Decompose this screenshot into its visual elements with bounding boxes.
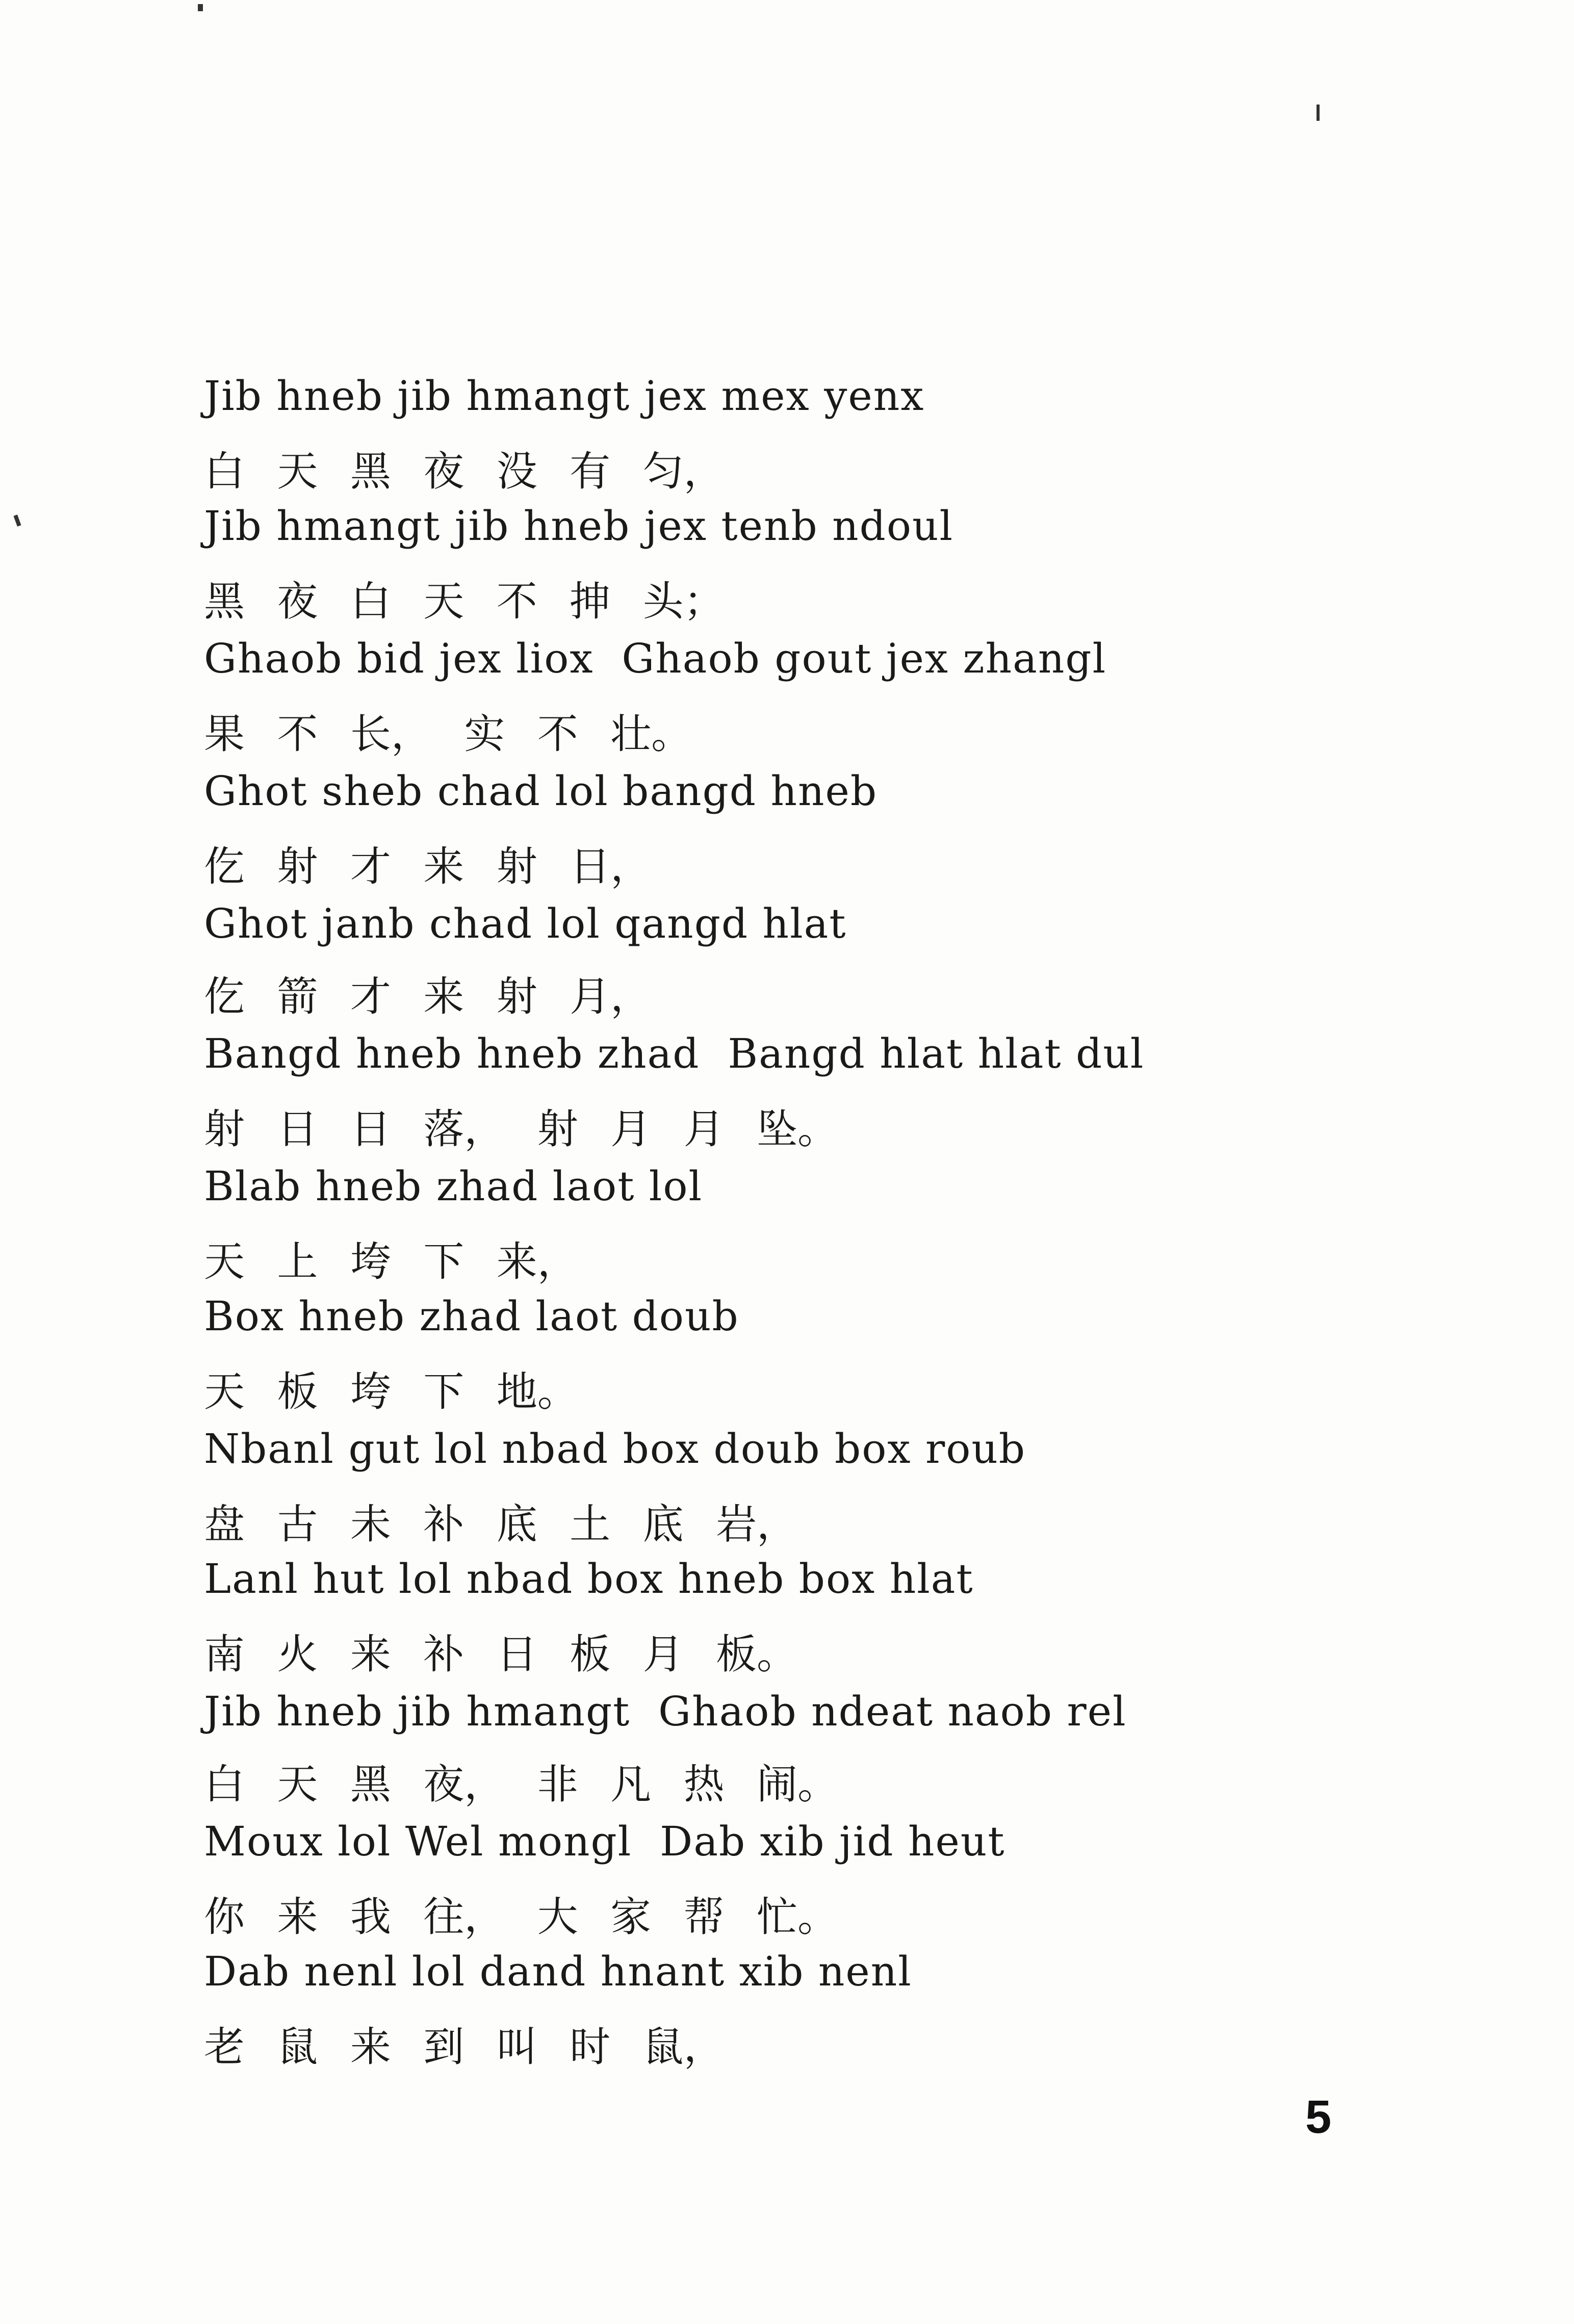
- verse-5-romanized: Ghot janb chad lol qangd hlat: [204, 900, 847, 947]
- verse-4-chinese: 仡 射 才 来 射 日，: [204, 843, 652, 890]
- verse-13-chinese: 老 鼠 来 到 叫 时 鼠，: [204, 2023, 725, 2071]
- verse-7-chinese: 天 上 垮 下 来，: [204, 1238, 578, 1285]
- verse-6-chinese: 射 日 日 落， 射 月 月 坠。: [204, 1105, 839, 1153]
- verse-2-chinese: 黑 夜 白 天 不 抻 头；: [204, 578, 725, 625]
- verse-9-romanized: Nbanl gut lol nbad box doub box roub: [204, 1425, 1026, 1473]
- verse-9-chinese: 盘 古 未 补 底 土 底 岩，: [204, 1501, 798, 1548]
- verse-13-romanized: Dab nenl lol dand hnant xib nenl: [204, 1948, 912, 1995]
- verse-12-romanized: Moux lol Wel mongl Dab xib jid heut: [204, 1818, 1005, 1865]
- verse-1-romanized: Jib hneb jib hmangt jex mex yenx: [204, 372, 925, 420]
- verse-11-chinese: 白 天 黑 夜， 非 凡 热 闹。: [204, 1761, 839, 1808]
- ink-speck: [1317, 105, 1320, 121]
- verse-5-chinese: 仡 箭 才 来 射 月，: [204, 973, 652, 1020]
- verse-8-romanized: Box hneb zhad laot doub: [204, 1293, 739, 1340]
- verse-8-chinese: 天 板 垮 下 地。: [204, 1368, 578, 1415]
- page-number: 5: [1305, 2091, 1332, 2143]
- verse-4-romanized: Ghot sheb chad lol bangd hneb: [204, 767, 878, 815]
- verse-1-chinese: 白 天 黑 夜 没 有 匀，: [204, 448, 725, 495]
- verse-10-chinese: 南 火 来 补 日 板 月 板。: [204, 1631, 798, 1678]
- verse-3-romanized: Ghaob bid jex liox Ghaob gout jex zhangl: [204, 635, 1107, 682]
- verse-11-romanized: Jib hneb jib hmangt Ghaob ndeat naob rel: [204, 1688, 1127, 1735]
- ink-speck: [198, 4, 203, 11]
- verse-10-romanized: Lanl hut lol nbad box hneb box hlat: [204, 1555, 974, 1603]
- verse-6-romanized: Bangd hneb hneb zhad Bangd hlat hlat dul: [204, 1030, 1145, 1077]
- verse-7-romanized: Blab hneb zhad laot lol: [204, 1163, 703, 1210]
- verse-2-romanized: Jib hmangt jib hneb jex tenb ndoul: [204, 502, 954, 550]
- verse-3-chinese: 果 不 长， 实 不 壮。: [204, 710, 692, 758]
- verse-12-chinese: 你 来 我 往， 大 家 帮 忙。: [204, 1893, 839, 1941]
- ink-speck: [13, 514, 21, 526]
